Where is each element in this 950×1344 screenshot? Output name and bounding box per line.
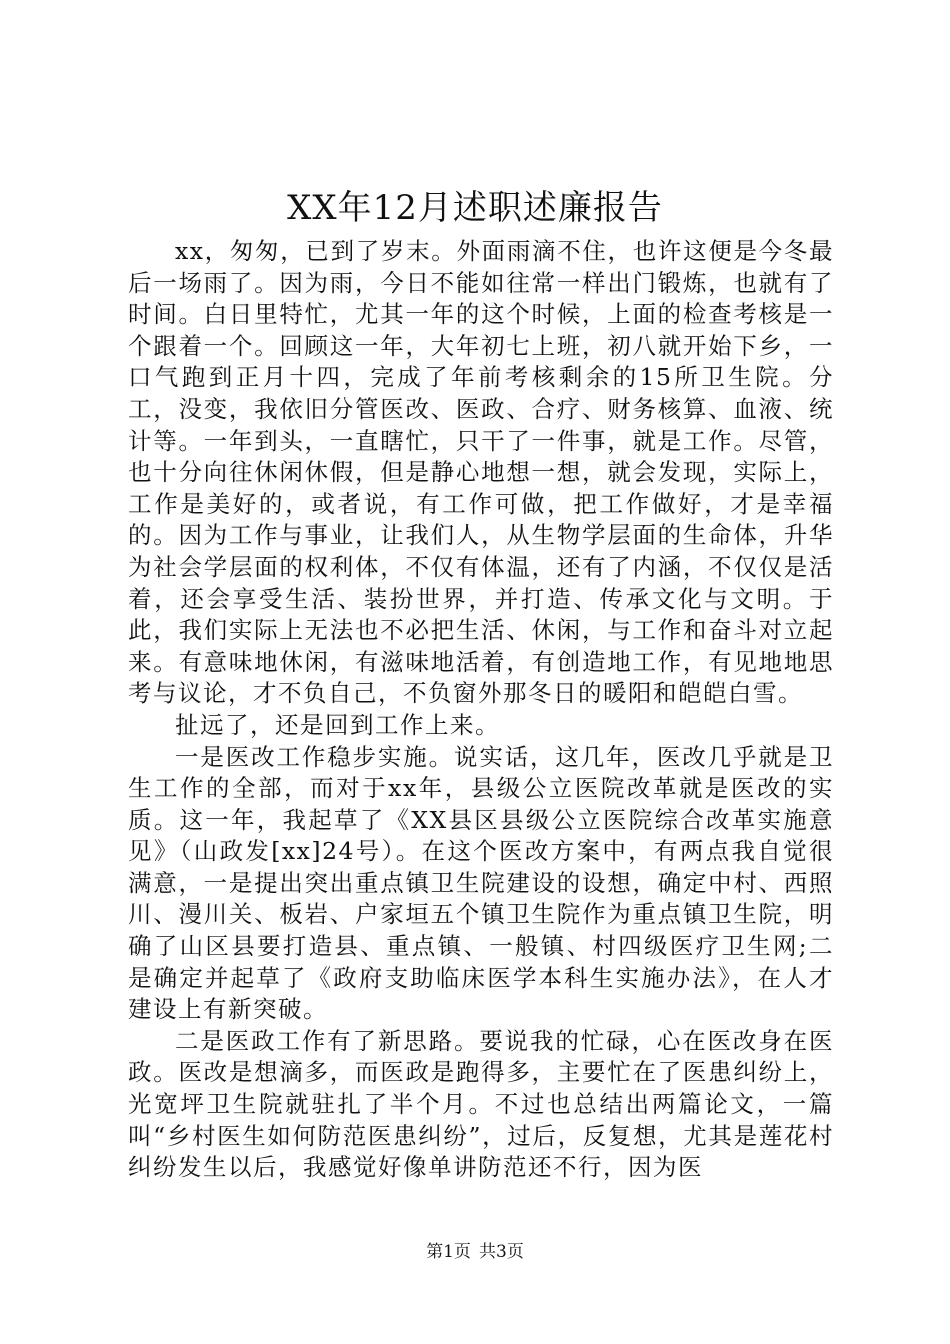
page-number: 第1页	[426, 1242, 471, 1262]
paragraph-1: xx，匆匆，已到了岁末。外面雨滴不住，也许这便是今冬最后一场雨了。因为雨，今日不能如往常一样出门锻炼，也就有了时间。白日里特忙，尤其一年的这个时候，上面的检查考核是一个跟着一个。回顾这一年，大年初七上班，初八就开始下乡，一口气跑到正月十四，完成了年前考核剩余的15所卫生院。分工，没变，我依旧分管医改、医政、合疗、财务核算、血液、统计等。一年到头，一直瞎忙，只干了一件事，就是工作。尽管，也十分向往休闲休假，但是静心地想一想，就会发现，实际上，工作是美好的，或者说，有工作可做，把工作做好，才是幸福的。因为工作与事业，让我们人，从生物学层面的生命体，升华为社会学层面的权利体，不仅有体温，还有了内涵，不仅仅是活着，还会享受生活、装扮世界，并打造、传承文化与文明。于此，我们实际上无法也不必把生活、休闲，与工作和奋斗对立起来。有意味地休闲，有滋味地活着，有创造地工作，有见地地思考与议论，才不负自己，不负窗外那冬日的暖阳和皑皑白雪。	[128, 237, 834, 708]
document-title: XX年12月述职述廉报告	[287, 188, 663, 228]
paragraph-3: 一是医改工作稳步实施。说实话，这几年，医改几乎就是卫生工作的全部，而对于xx年，县级公立医院改革就是医改的实质。这一年，我起草了《XX县区县级公立医院综合改革实施意见》（山政发[xx]24号）。在这个医改方案中，有两点我自觉很满意，一是提出突出重点镇卫生院建设的设想，确定中村、西照川、漫川关、板岩、户家垣五个镇卫生院作为重点镇卫生院，明确了山区县要打造县、重点镇、一般镇、村四级医疗卫生网;二是确定并起草了《政府支助临床医学本科生实施办法》，在人才建设上有新突破。	[128, 742, 834, 1024]
paragraph-2: 扯远了，还是回到工作上来。	[175, 710, 500, 739]
page-total: 共3页	[479, 1242, 524, 1262]
paragraph-4: 二是医政工作有了新思路。要说我的忙碌，心在医改身在医政。医改是想滴多，而医政是跑得多，主要忙在了医患纠纷上，光宽坪卫生院就驻扎了半个月。不过也总结出两篇论文，一篇叫“乡村医生如何防范医患纠纷”，过后，反复想，尤其是莲花村纠纷发生以后，我感觉好像单讲防范还不行，因为医	[128, 1026, 834, 1182]
page-footer	[0, 1240, 950, 1264]
document-body	[128, 236, 834, 1184]
